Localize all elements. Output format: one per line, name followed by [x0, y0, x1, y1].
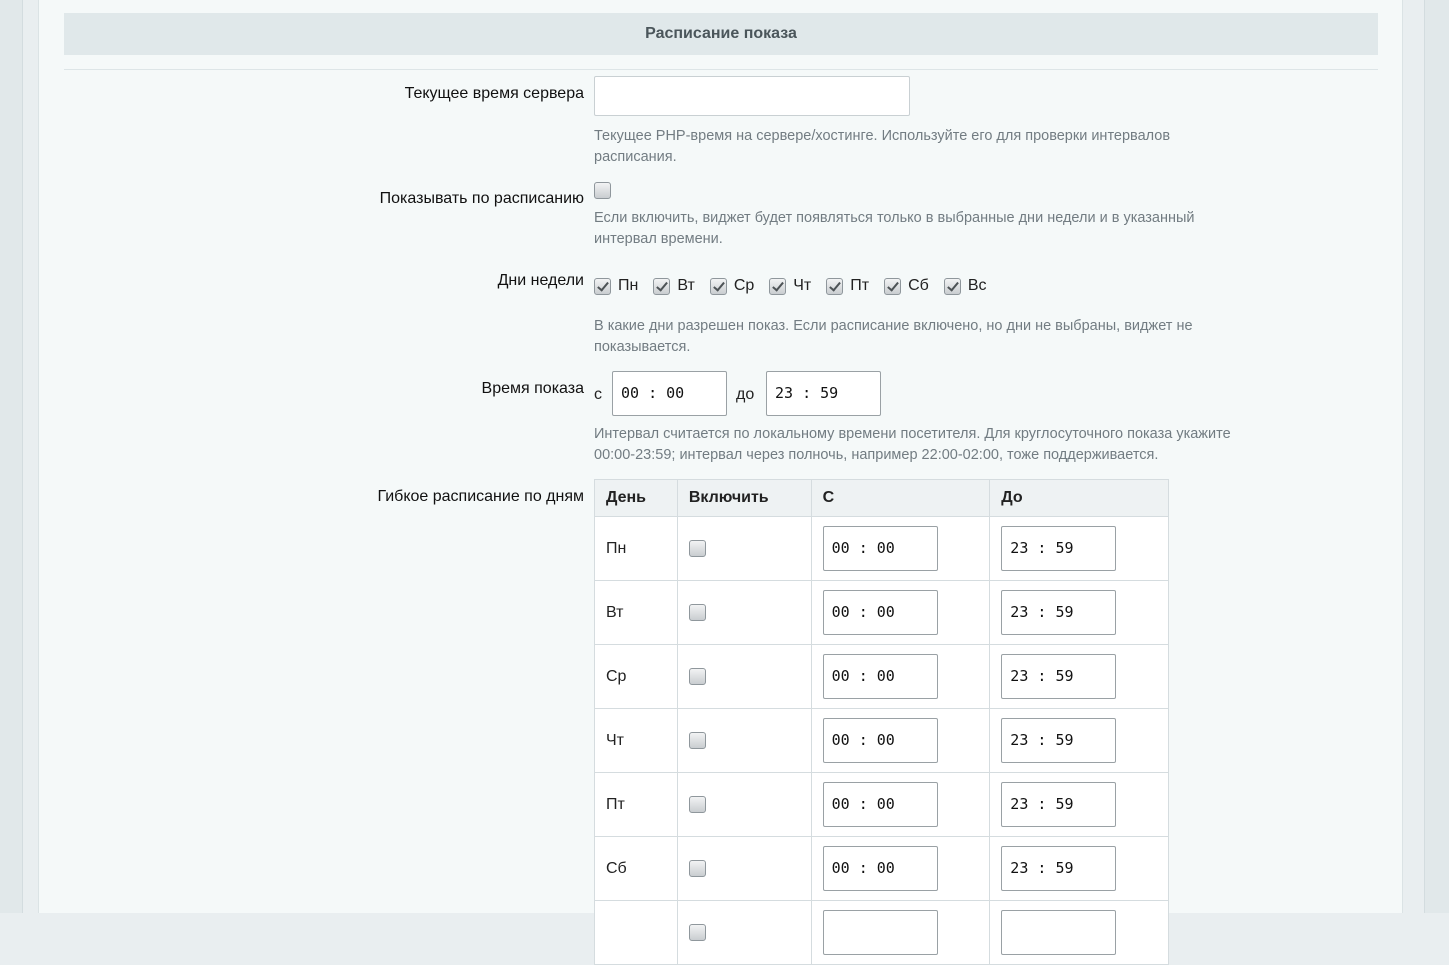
table-row — [595, 773, 1169, 837]
weekday-label: Сб — [908, 277, 929, 294]
row-to-input[interactable]: 23 : 59 — [1001, 526, 1116, 571]
table-row — [595, 901, 1169, 965]
schedule-toggle-hint: Если включить, виджет будет появляться только в выбранные дни недели и в указанный интервал времени. — [594, 210, 1195, 247]
row-to-input[interactable]: 23 : 59 — [1001, 654, 1116, 699]
col-to-header: До — [990, 480, 1169, 517]
server-time-label: Текущее время сервера — [404, 85, 584, 102]
row-to-input[interactable]: 23 : 59 — [1001, 782, 1116, 827]
weekday-checkbox[interactable] — [884, 278, 901, 295]
row-day: Чт — [595, 709, 678, 773]
row-day — [595, 901, 678, 965]
table-row — [595, 709, 1169, 773]
row-to-input[interactable]: 23 : 59 — [1001, 846, 1116, 891]
weekday-checkbox[interactable] — [944, 278, 961, 295]
weekdays-hint: В какие дни разрешен показ. Если расписание включено, но дни не выбраны, виджет не показывается. — [594, 318, 1193, 355]
row-from-input[interactable]: 00 : 00 — [823, 846, 938, 891]
row-enable-checkbox[interactable] — [689, 796, 706, 813]
row-enable-checkbox[interactable] — [689, 668, 706, 685]
row-day: Сб — [595, 837, 678, 901]
weekday-checkboxes — [594, 277, 1001, 295]
table-header-row — [595, 480, 1169, 517]
weekday-checkbox[interactable] — [710, 278, 727, 295]
schedule-toggle-label: Показывать по расписанию — [379, 190, 584, 207]
weekday-label: Ср — [733, 277, 755, 294]
flex-schedule-label: Гибкое расписание по дням — [377, 488, 584, 505]
time-to-input[interactable]: 23 : 59 — [766, 371, 881, 416]
row-from-cell — [811, 517, 990, 581]
section-divider — [64, 69, 1378, 70]
row-from-input[interactable]: 00 : 00 — [823, 526, 938, 571]
row-from-cell — [811, 773, 990, 837]
row-to-input[interactable]: 23 : 59 — [1001, 718, 1116, 763]
weekday-checkbox[interactable] — [594, 278, 611, 295]
row-enable-checkbox[interactable] — [689, 732, 706, 749]
row-enable-cell — [677, 645, 811, 709]
flex-schedule-table — [594, 479, 1169, 965]
col-day-header: День — [595, 480, 678, 517]
row-enable-cell — [677, 837, 811, 901]
weekdays-label: Дни недели — [497, 272, 584, 289]
row-day: Вт — [595, 581, 678, 645]
weekday-checkbox[interactable] — [769, 278, 786, 295]
row-to-cell — [990, 517, 1169, 581]
schedule-toggle-checkbox[interactable] — [594, 182, 611, 199]
row-from-cell — [811, 581, 990, 645]
row-enable-checkbox[interactable] — [689, 540, 706, 557]
row-to-input[interactable]: 23 : 59 — [1001, 590, 1116, 635]
row-from-cell — [811, 901, 990, 965]
display-time-label: Время показа — [481, 380, 584, 397]
row-from-cell — [811, 709, 990, 773]
weekday-checkbox[interactable] — [826, 278, 843, 295]
row-from-input[interactable]: 00 : 00 — [823, 590, 938, 635]
row-from-cell — [811, 837, 990, 901]
server-time-hint: Текущее PHP-время на сервере/хостинге. Используйте его для проверки интервалов расписания. — [594, 128, 1171, 165]
display-time-hint: Интервал считается по локальному времени посетителя. Для круглосуточного показа укажите 00:00-23:59; интервал через полночь, например 22:00-02:00, тоже поддерживается. — [594, 426, 1231, 463]
row-enable-cell — [677, 773, 811, 837]
table-row — [595, 645, 1169, 709]
weekday-item[interactable] — [653, 277, 694, 295]
row-from-input[interactable]: 00 : 00 — [823, 718, 938, 763]
weekday-item[interactable] — [884, 277, 929, 295]
weekday-item[interactable] — [594, 277, 638, 295]
row-enable-checkbox[interactable] — [689, 604, 706, 621]
right-scroll-area — [1424, 0, 1449, 913]
row-day: Пн — [595, 517, 678, 581]
row-to-cell — [990, 709, 1169, 773]
table-row — [595, 517, 1169, 581]
weekday-item[interactable] — [944, 277, 987, 295]
row-enable-checkbox[interactable] — [689, 860, 706, 877]
row-day: Ср — [595, 645, 678, 709]
weekday-label: Пн — [618, 277, 639, 294]
table-row — [595, 837, 1169, 901]
row-enable-cell — [677, 581, 811, 645]
row-from-input[interactable]: 00 : 00 — [823, 782, 938, 827]
row-from-cell — [811, 645, 990, 709]
time-from-prefix: с — [594, 386, 602, 403]
weekday-label: Вт — [677, 277, 695, 294]
weekday-label: Вс — [967, 277, 987, 294]
col-enable-header: Включить — [677, 480, 811, 517]
weekday-item[interactable] — [769, 277, 811, 295]
weekday-item[interactable] — [826, 277, 869, 295]
server-time-input[interactable] — [594, 76, 910, 116]
time-to-prefix: до — [736, 386, 755, 403]
section-title: Расписание показа — [64, 13, 1378, 55]
row-enable-cell — [677, 709, 811, 773]
row-enable-cell — [677, 517, 811, 581]
row-enable-cell — [677, 901, 811, 965]
row-to-cell — [990, 581, 1169, 645]
row-day: Пт — [595, 773, 678, 837]
col-from-header: С — [811, 480, 990, 517]
row-enable-checkbox[interactable] — [689, 924, 706, 941]
weekday-label: Пт — [850, 277, 870, 294]
left-scroll-area — [0, 0, 23, 913]
table-row — [595, 581, 1169, 645]
weekday-item[interactable] — [710, 277, 754, 295]
row-from-input[interactable]: 00 : 00 — [823, 654, 938, 699]
row-to-cell — [990, 837, 1169, 901]
row-from-input[interactable] — [823, 910, 938, 955]
weekday-checkbox[interactable] — [653, 278, 670, 295]
row-to-cell — [990, 901, 1169, 965]
row-to-input[interactable] — [1001, 910, 1116, 955]
time-from-input[interactable]: 00 : 00 — [612, 371, 727, 416]
row-to-cell — [990, 645, 1169, 709]
weekday-label: Чт — [793, 277, 812, 294]
row-to-cell — [990, 773, 1169, 837]
settings-panel — [38, 0, 1403, 913]
